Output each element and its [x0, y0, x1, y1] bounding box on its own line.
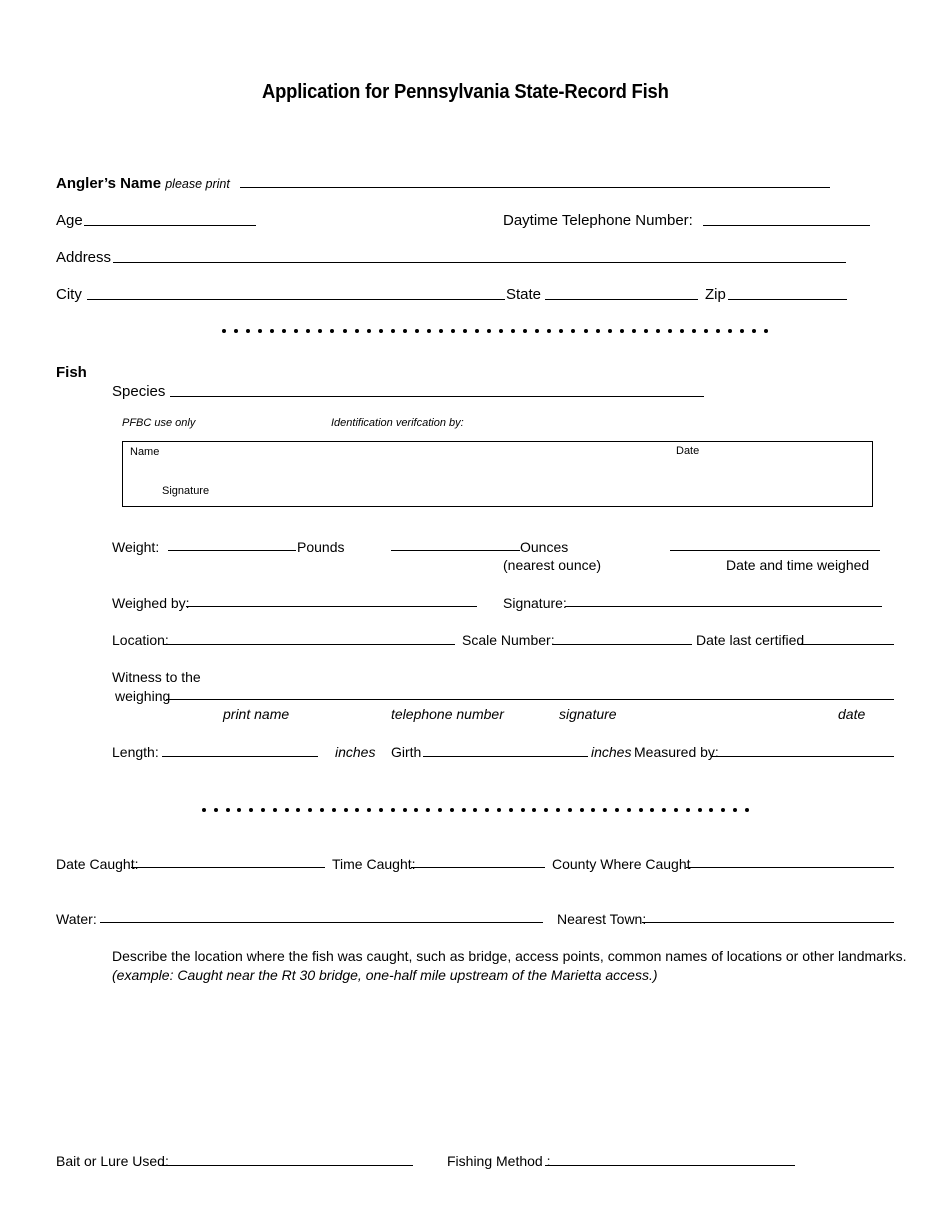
divider-dot: [439, 329, 443, 333]
divider-dot: [282, 329, 286, 333]
location-input-line[interactable]: [164, 644, 455, 645]
divider-dot: [523, 329, 527, 333]
anglers-name-input-line[interactable]: [240, 187, 830, 188]
divider-dot: [544, 808, 548, 812]
date-last-certified-input-line[interactable]: [798, 644, 894, 645]
city-input-line[interactable]: [87, 299, 505, 300]
witness-date-label: date: [838, 706, 866, 722]
divider-dot: [764, 329, 768, 333]
divider-dot: [438, 808, 442, 812]
pounds-input-line[interactable]: [168, 550, 296, 551]
divider-dot: [580, 808, 584, 812]
divider-dot: [568, 808, 572, 812]
divider-dot: [497, 808, 501, 812]
species-label: Species: [112, 383, 166, 400]
divider-dot: [644, 329, 648, 333]
time-caught-input-line[interactable]: [411, 867, 545, 868]
divider-dot: [680, 329, 684, 333]
box-date-label: Date: [676, 445, 700, 457]
divider-dot: [487, 329, 491, 333]
divider-dot: [745, 808, 749, 812]
length-label: Length:: [112, 744, 159, 760]
girth-label: Girth: [391, 744, 422, 760]
pfbc-verification-box: [122, 441, 873, 507]
date-caught-input-line[interactable]: [131, 867, 325, 868]
box-signature-label: Signature: [162, 485, 210, 497]
measured-by-label: Measured by:: [634, 744, 719, 760]
scale-number-label: Scale Number:: [462, 632, 555, 648]
divider-dot: [414, 808, 418, 812]
divider-dot: [403, 329, 407, 333]
divider-dot: [733, 808, 737, 812]
location-description-text: Describe the location where the fish was caught, such as bridge, access points, common names of locations or other landmarks.: [112, 948, 907, 964]
divider-dot: [332, 808, 336, 812]
divider-dot: [367, 329, 371, 333]
bait-lure-input-line[interactable]: [162, 1165, 413, 1166]
divider-dot: [202, 808, 206, 812]
divider-dot: [450, 808, 454, 812]
divider-dot: [704, 329, 708, 333]
divider-dot: [662, 808, 666, 812]
divider-dot: [721, 808, 725, 812]
divider-dot: [639, 808, 643, 812]
signature-input-line[interactable]: [565, 606, 882, 607]
witness-print-name-label: print name: [223, 706, 290, 722]
divider-dot: [752, 329, 756, 333]
divider-dot: [391, 808, 395, 812]
divider-dot: [270, 329, 274, 333]
divider-dot: [709, 808, 713, 812]
divider-dot: [261, 808, 265, 812]
state-label: State: [506, 286, 542, 303]
divider-dot: [391, 329, 395, 333]
state-input-line[interactable]: [545, 299, 698, 300]
witness-input-line[interactable]: [166, 699, 894, 700]
age-label: Age: [56, 212, 83, 229]
time-caught-label: Time Caught:: [332, 856, 416, 872]
city-label: City: [56, 286, 82, 303]
divider-dot: [343, 329, 347, 333]
divider-dot: [462, 808, 466, 812]
divider-dot: [535, 329, 539, 333]
scale-number-input-line[interactable]: [553, 644, 692, 645]
phone-label: Daytime Telephone Number:: [503, 212, 693, 229]
fish-heading: Fish: [56, 364, 87, 381]
divider-dot: [463, 329, 467, 333]
divider-dot: [509, 808, 513, 812]
divider-dot: [632, 329, 636, 333]
witness-label-line2: weighing: [115, 688, 171, 704]
species-input-line[interactable]: [170, 396, 704, 397]
divider-dot: [426, 808, 430, 812]
divider-dot: [740, 329, 744, 333]
divider-dot: [603, 808, 607, 812]
ounces-input-line[interactable]: [391, 550, 520, 551]
divider-dot: [427, 329, 431, 333]
divider-dot: [214, 808, 218, 812]
county-label: County Where Caught: [552, 856, 691, 872]
date-time-weighed-label: Date and time weighed: [726, 557, 870, 573]
divider-dot: [451, 329, 455, 333]
signature-label: Signature:: [503, 595, 567, 611]
divider-dot: [627, 808, 631, 812]
divider-dot: [511, 329, 515, 333]
divider-dot: [379, 808, 383, 812]
divider-dot: [415, 329, 419, 333]
pfbc-use-only-label: PFBC use only: [122, 417, 196, 429]
divider-dot: [355, 329, 359, 333]
divider-dot: [237, 808, 241, 812]
divider-dot: [318, 329, 322, 333]
divider-dot: [571, 329, 575, 333]
water-input-line[interactable]: [100, 922, 543, 923]
divider-dot: [698, 808, 702, 812]
divider-dot: [674, 808, 678, 812]
divider-dot: [473, 808, 477, 812]
divider-dot: [656, 329, 660, 333]
girth-inches-label: inches: [591, 744, 632, 760]
divider-dot: [650, 808, 654, 812]
divider-dot: [596, 329, 600, 333]
divider-dot: [344, 808, 348, 812]
divider-dot: [620, 329, 624, 333]
divider-dot: [403, 808, 407, 812]
divider-dot: [475, 329, 479, 333]
location-example-text: (example: Caught near the Rt 30 bridge, one-half mile upstream of the Marietta access.): [112, 967, 658, 983]
witness-telephone-label: telephone number: [391, 706, 504, 722]
zip-input-line[interactable]: [728, 299, 847, 300]
divider-dot: [258, 329, 262, 333]
divider-dot: [246, 329, 250, 333]
date-last-certified-label: Date last certified: [696, 632, 805, 648]
weighed-by-label: Weighed by:: [112, 595, 190, 611]
divider-dot: [222, 329, 226, 333]
divider-dot: [615, 808, 619, 812]
witness-signature-label: signature: [559, 706, 617, 722]
divider-dot: [692, 329, 696, 333]
fishing-method-label: Fishing Method :: [447, 1153, 551, 1169]
divider-dot: [686, 808, 690, 812]
date-caught-label: Date Caught:: [56, 856, 139, 872]
anglers-name-hint: please print: [165, 177, 230, 191]
nearest-town-label: Nearest Town:: [557, 911, 647, 927]
weight-label: Weight:: [112, 539, 160, 555]
divider-dot: [728, 329, 732, 333]
weighed-by-input-line[interactable]: [186, 606, 477, 607]
age-input-line[interactable]: [84, 225, 256, 226]
divider-dot: [591, 808, 595, 812]
divider-dot: [668, 329, 672, 333]
phone-input-line[interactable]: [703, 225, 870, 226]
divider-dot: [234, 329, 238, 333]
divider-dot: [294, 329, 298, 333]
divider-dot: [320, 808, 324, 812]
girth-input-line[interactable]: [423, 756, 588, 757]
page-title: Application for Pennsylvania State-Record Fish: [262, 81, 669, 103]
divider-dot: [296, 808, 300, 812]
divider-dot: [559, 329, 563, 333]
divider-dot: [249, 808, 253, 812]
divider-dot: [308, 808, 312, 812]
location-label: Location:: [112, 632, 169, 648]
divider-dot: [608, 329, 612, 333]
county-input-line[interactable]: [686, 867, 894, 868]
anglers-name-field: [56, 175, 230, 192]
divider-dot: [273, 808, 277, 812]
divider-dot: [716, 329, 720, 333]
box-name-label: Name: [130, 446, 160, 458]
divider-dot: [532, 808, 536, 812]
verification-label: Identification verifcation by:: [331, 417, 464, 429]
divider-dot: [355, 808, 359, 812]
nearest-ounce-label: (nearest ounce): [503, 557, 602, 573]
divider-dot: [379, 329, 383, 333]
fishing-method-input-line[interactable]: [545, 1165, 795, 1166]
bait-lure-label: Bait or Lure Used:: [56, 1153, 169, 1169]
length-inches-label: inches: [335, 744, 376, 760]
witness-label-line1: Witness to the: [112, 669, 201, 685]
anglers-name-label: Angler’s Name: [56, 175, 162, 192]
divider-dot: [367, 808, 371, 812]
address-label: Address: [56, 249, 112, 266]
measured-by-input-line[interactable]: [712, 756, 894, 757]
divider-dot: [584, 329, 588, 333]
divider-dot: [226, 808, 230, 812]
nearest-town-input-line[interactable]: [642, 922, 894, 923]
address-input-line[interactable]: [113, 262, 846, 263]
length-input-line[interactable]: [162, 756, 318, 757]
divider-dot: [285, 808, 289, 812]
water-label: Water:: [56, 911, 97, 927]
divider-dot: [499, 329, 503, 333]
divider-dot: [547, 329, 551, 333]
divider-dot: [485, 808, 489, 812]
pounds-label: Pounds: [297, 539, 345, 555]
divider-dot: [330, 329, 334, 333]
date-time-weighed-input-line[interactable]: [670, 550, 880, 551]
divider-dot: [556, 808, 560, 812]
ounces-label: Ounces: [520, 539, 569, 555]
divider-dot: [521, 808, 525, 812]
zip-label: Zip: [705, 286, 726, 303]
divider-dot: [306, 329, 310, 333]
